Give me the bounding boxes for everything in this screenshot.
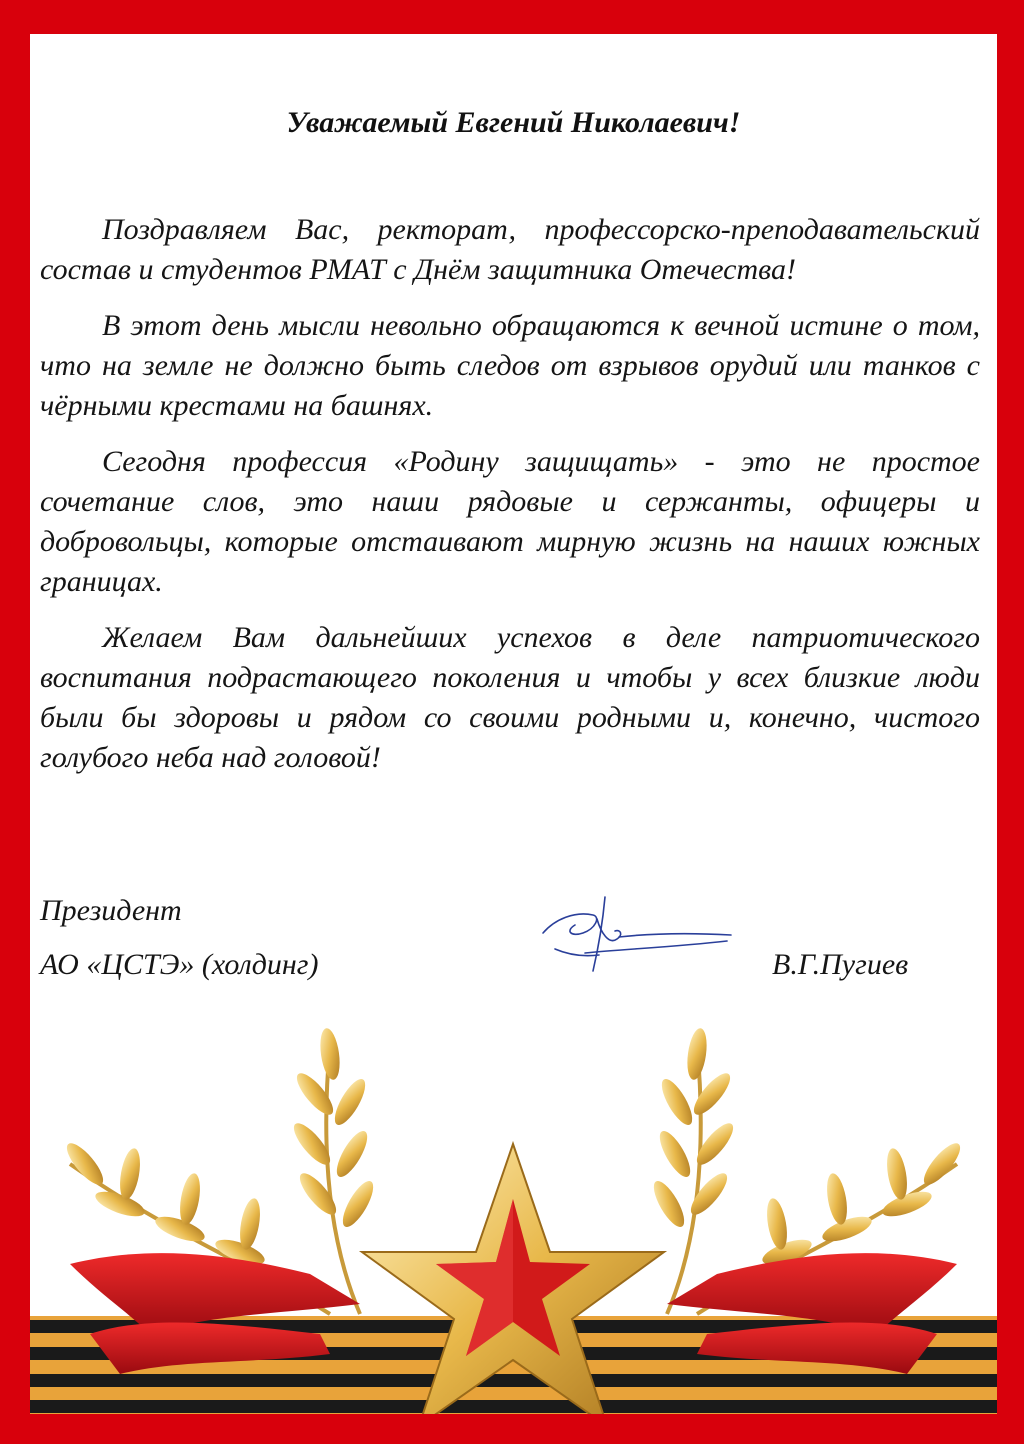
salutation: Уважаемый Евгений Николаевич! xyxy=(286,106,741,139)
signatory-organization: АО «ЦСТЭ» (холдинг) xyxy=(40,948,319,981)
paragraph-eternal-truth: В этот день мысли невольно обращаются к вечной истине о том, что на земле не должно быть следов от взрывов орудий или танков с чёрными крестами на башнях. xyxy=(40,309,980,422)
decorative-emblem xyxy=(30,1014,997,1414)
paragraph-congratulation: Поздравляем Вас, ректорат, профессорско-преподавательский состав и студентов РМАТ с Днём защитника Отечества! xyxy=(40,213,980,286)
signatory-name: В.Г.Пугиев xyxy=(772,948,909,981)
letter-page xyxy=(30,34,997,1414)
letter-body xyxy=(40,210,980,794)
handwritten-signature xyxy=(535,889,735,979)
paragraph-profession: Сегодня профессия «Родину защищать» - это не простое сочетание слов, это наши рядовые и сержанты, офицеры и добровольцы, которые отстаивают мирную жизнь на наших южных границах. xyxy=(40,445,980,598)
paragraph-wishes: Желаем Вам дальнейших успехов в деле патриотического воспитания подрастающего поколения и чтобы у всех близкие люди были бы здоровы и рядом со своими родными и, конечно, чистого голубого неба над головой! xyxy=(40,621,980,774)
signatory-title: Президент xyxy=(40,894,182,927)
